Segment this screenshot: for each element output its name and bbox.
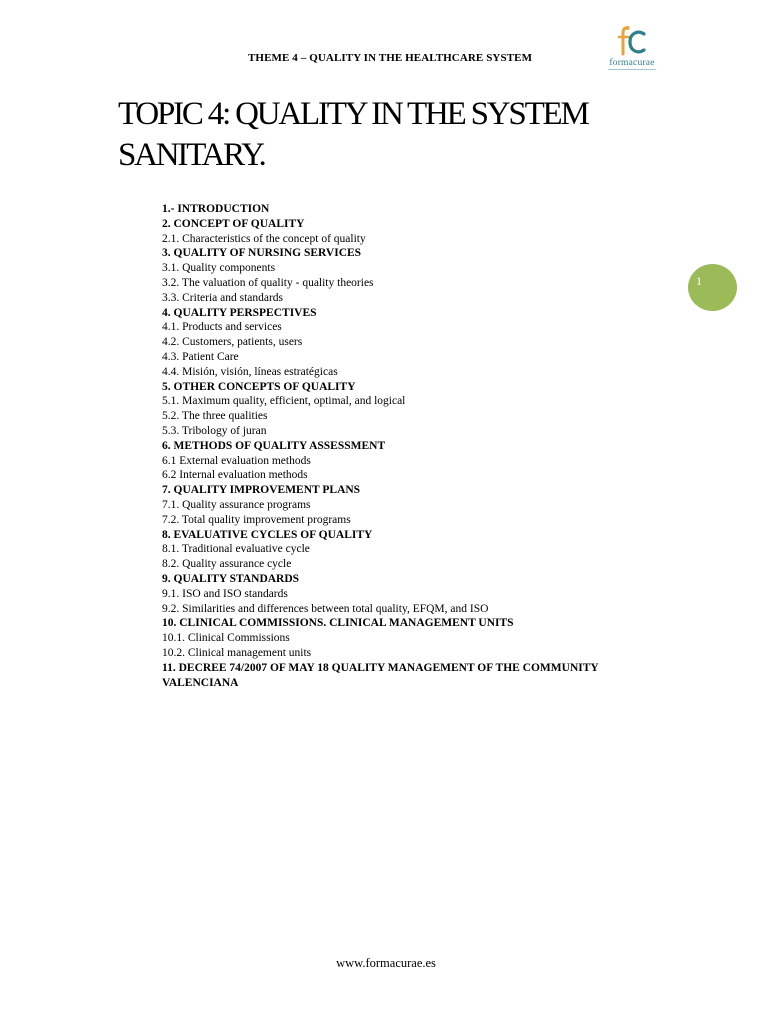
- formacurae-logo-icon: [616, 24, 648, 58]
- page-number: 1: [696, 274, 702, 288]
- logo-tagline-rule: [608, 69, 656, 70]
- toc-section-heading: 8. EVALUATIVE CYCLES OF QUALITY: [162, 528, 373, 541]
- toc-subsection-item: 5.3. Tribology of juran: [162, 424, 267, 437]
- toc-section-heading: 6. METHODS OF QUALITY ASSESSMENT: [162, 439, 386, 452]
- toc-subsection-item: 4.4. Misión, visión, líneas estratégicas: [162, 365, 338, 378]
- toc-subsection-item: 6.1 External evaluation methods: [162, 454, 311, 467]
- toc-subsection-item: 3.2. The valuation of quality - quality theories: [162, 276, 374, 289]
- toc-subsection-item: 8.1. Traditional evaluative cycle: [162, 543, 310, 556]
- toc-subsection-item: 8.2. Quality assurance cycle: [162, 558, 292, 571]
- toc-section-heading: 7. QUALITY IMPROVEMENT PLANS: [162, 484, 361, 497]
- toc-subsection-item: 5.1. Maximum quality, efficient, optimal, and logical: [162, 395, 406, 408]
- toc-subsection-item: 5.2. The three qualities: [162, 410, 268, 423]
- toc-subsection-item: 3.3. Criteria and standards: [162, 291, 284, 304]
- toc-section-heading: 3. QUALITY OF NURSING SERVICES: [162, 247, 362, 260]
- running-header: THEME 4 – QUALITY IN THE HEALTHCARE SYSTEM: [248, 52, 533, 64]
- toc-subsection-item: 10.1. Clinical Commissions: [162, 632, 290, 645]
- toc-subsection-item: 6.2 Internal evaluation methods: [162, 469, 308, 482]
- page-number-badge: [688, 264, 737, 311]
- page-title: TOPIC 4: QUALITY IN THE SYSTEM SANITARY.: [118, 96, 588, 173]
- toc-subsection-item: 7.1. Quality assurance programs: [162, 498, 311, 511]
- toc-subsection-item: 9.2. Similarities and differences between total quality, EFQM, and ISO: [162, 602, 489, 615]
- toc-section-heading: 4. QUALITY PERSPECTIVES: [162, 306, 317, 319]
- toc-section-heading: 5. OTHER CONCEPTS OF QUALITY: [162, 380, 356, 393]
- toc-subsection-item: 4.3. Patient Care: [162, 350, 239, 363]
- toc-subsection-item: 4.2. Customers, patients, users: [162, 336, 303, 349]
- toc-section-heading: 11. DECREE 74/2007 OF MAY 18 QUALITY MANAGEMENT OF THE COMMUNITY VALENCIANA: [162, 661, 599, 689]
- toc-subsection-item: 10.2. Clinical management units: [162, 646, 312, 659]
- table-of-contents: [162, 202, 662, 690]
- toc-subsection-item: 9.1. ISO and ISO standards: [162, 587, 288, 600]
- formacurae-logo: [604, 24, 660, 72]
- toc-section-heading: 1.- INTRODUCTION: [162, 203, 270, 215]
- toc-section-heading: 9. QUALITY STANDARDS: [162, 572, 300, 585]
- toc-section-heading: 2. CONCEPT OF QUALITY: [162, 217, 305, 230]
- toc-subsection-item: 3.1. Quality components: [162, 262, 276, 275]
- logo-wordmark: formacurae: [609, 58, 655, 68]
- toc-subsection-item: 4.1. Products and services: [162, 321, 282, 334]
- footer-url[interactable]: www.formacurae.es: [336, 956, 436, 970]
- toc-subsection-item: 7.2. Total quality improvement programs: [162, 513, 351, 526]
- toc-section-heading: 10. CLINICAL COMMISSIONS. CLINICAL MANAGEMENT UNITS: [162, 617, 514, 630]
- toc-subsection-item: 2.1. Characteristics of the concept of quality: [162, 232, 366, 245]
